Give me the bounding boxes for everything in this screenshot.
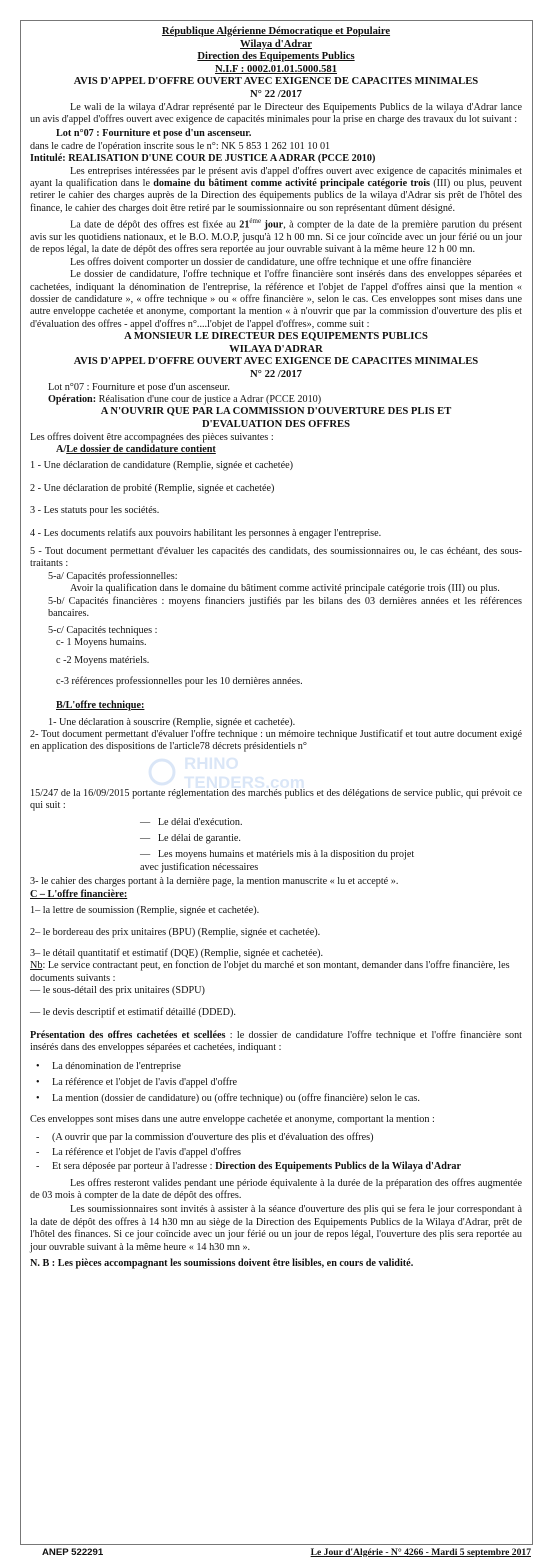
section-c-title: C – L'offre financière:	[30, 888, 128, 900]
eligibility-paragraph: Les entreprises intéressées par le présent avis d'appel d'offres ouvert avec exigence de capacités minimales et ayant la qualification dans le domaine du bâtiment comme activité principale catégorie trois (III) ou plus, peuvent retirer le cahier des charges auprès de la Direction des équipements publics de la wilaya d'Adrar sis prêt de l'hôtel des finance, le cahier des charges doit être retiré par le soumissionnaire ou son représentant dûment désigné.	[30, 165, 522, 214]
wilaya-heading: Wilaya d'Adrar	[240, 38, 312, 50]
piece-b1: 1- Une déclaration à souscrire (Remplie, signée et cachetée).	[48, 716, 296, 728]
presentation-paragraph: Présentation des offres cachetées et scellées : le dossier de candidature l'offre technique et l'offre financière sont insérés dans des enveloppes séparées et cachetées, indiquant :	[30, 1029, 522, 1054]
piece-a2: 2 - Une déclaration de probité (Remplie, signée et cachetée)	[30, 482, 275, 494]
tender-notice	[30, 26, 522, 1270]
outer-mention-2: - La référence et l'objet de l'avis d'appel d'offres	[30, 1147, 522, 1159]
direction-heading: Direction des Equipements Publics	[197, 51, 355, 63]
envelopes-paragraph: Le dossier de candidature, l'offre technique et l'offre financière sont insérés dans des enveloppes séparées et cachetées, indiquant la dénomination de l'entreprise, la référence et l'objet de l'appel d'offres ainsi que la mention « dossier de candidature », « offre technique » ou « offre financière », selon le cas. Ces enveloppes sont mises dans une autre enveloppe cachetée et anonyme, comportant la mention « à n'ouvrir que par la commission d'ouverture des plis et d'évaluation des offres - appel d'offres n°....l'objet de l'appel d'offres», comme suit :	[30, 269, 522, 330]
validity-paragraph: Les offres resteront valides pendant une période équivalente à la durée de la préparation des offres augmentée de 03 mois à compter de la date de dépôt des offres.	[30, 1177, 522, 1201]
nouvrir-line-2: D'EVALUATION DES OFFRES	[202, 419, 350, 431]
envelope-lot: Lot n°07 : Fourniture et pose d'un ascenseur.	[48, 381, 230, 393]
newspaper-reference: Le Jour d'Algérie - N° 4266 - Mardi 5 septembre 2017	[310, 1547, 531, 1558]
republic-heading: République Algérienne Démocratique et Populaire	[161, 26, 391, 37]
piece-b2-continued: 15/247 de la 16/09/2015 portante réglementation des marchés publics et des délégations de service public, qui prévoit ce qui suit :	[30, 787, 522, 812]
watermark-line2: TENDERS.com	[184, 773, 305, 792]
operation-line: dans le cadre de l'opération inscrite sous le n°: NK 5 853 1 262 101 10 01	[30, 140, 331, 152]
nouvrir-line-1: A N'OUVRIR QUE PAR LA COMMISSION D'OUVERTURE DES PLIS ET	[100, 406, 452, 418]
deadline-paragraph: La date de dépôt des offres est fixée au $21^{éme}$ jour, à compter de la date de la première parution du présent avis sur les quotidiens nationaux, et le B.O. M.O.P, jusqu'à 12 h 00 mn. Si ce jour coïncide avec un jour férié ou un jour de repos légal, la date de dépôt des offres sera reportée au jour ouvrable suivant à la même heure 12 h 00 mn.	[30, 217, 522, 256]
piece-c1: 1– la lettre de soumission (Remplie, signée et cachetée).	[30, 905, 260, 917]
piece-a5c1: c- 1 Moyens humains.	[56, 636, 147, 648]
envelope-operation: Opération: Réalisation d'une cour de justice a Adrar (PCCE 2010)	[48, 394, 322, 406]
offers-content-paragraph: Les offres doivent comporter un dossier de candidature, une offre technique et une offre financière	[70, 256, 472, 268]
piece-a5a-text: Avoir la qualification dans le domaine du bâtiment comme activité principale catégorie trois (III) ou plus.	[70, 583, 500, 595]
presentation-item-3: • La mention (dossier de candidature) ou (offre technique) ou (offre financière) selon le cas.	[30, 1093, 522, 1105]
piece-c2: 2– le bordereau des prix unitaires (BPU) (Remplie, signée et cachetée).	[30, 927, 321, 939]
envelope-line-4: N° 22 /2017	[250, 369, 302, 381]
outer-envelope-paragraph: Ces enveloppes sont mises dans une autre enveloppe cachetée et anonyme, comportant la mention :	[30, 1113, 435, 1125]
means-justification: avec justification nécessaires	[140, 861, 259, 873]
intitule-line: Intitulé: REALISATION D'UNE COUR DE JUSTICE A ADRAR (PCCE 2010)	[30, 153, 376, 165]
avis-number: N° 22 /2017	[250, 88, 302, 100]
outer-mention-3: - Et sera déposée par porteur à l'adresse : Direction des Equipements Publics de la Wilaya d'Adrar	[30, 1161, 522, 1173]
watermark-line1: RHINO	[184, 754, 239, 773]
pieces-intro: Les offres doivent être accompagnées des pièces suivantes :	[30, 431, 274, 443]
presentation-item-1: • La dénomination de l'entreprise	[30, 1061, 522, 1073]
envelope-line-1: A MONSIEUR LE DIRECTEUR DES EQUIPEMENTS PUBLICS	[124, 331, 428, 343]
delay-execution: — Le délai d'exécution.	[140, 816, 243, 828]
avis-title: AVIS D'APPEL D'OFFRE OUVERT AVEC EXIGENCE DE CAPACITES MINIMALES	[73, 76, 479, 88]
nb-item-1: — le sous-détail des prix unitaires (SDPU)	[30, 985, 205, 997]
nb-validity-note: N. B : Les pièces accompagnant les soumissions doivent être lisibles, en cours de validité.	[30, 1257, 414, 1269]
piece-a5c2: c -2 Moyens matériels.	[56, 655, 150, 667]
piece-c3: 3– le détail quantitatif et estimatif (DQE) (Remplie, signée et cachetée).	[30, 947, 324, 959]
piece-a5c-title: 5-c/ Capacités techniques :	[48, 624, 158, 636]
envelope-line-2: WILAYA D'ADRAR	[229, 343, 323, 355]
section-b-title: B/L'offre technique:	[56, 700, 145, 712]
piece-a4: 4 - Les documents relatifs aux pouvoirs habilitant les personnes à engager l'entreprise.	[30, 527, 382, 539]
piece-a1: 1 - Une déclaration de candidature (Remplie, signée et cachetée)	[30, 460, 294, 472]
piece-a5c3: c-3 références professionnelles pour les 10 dernières années.	[56, 675, 303, 687]
lot-line: Lot n°07 : Fourniture et pose d'un ascenseur.	[56, 128, 252, 140]
envelope-line-3: AVIS D'APPEL D'OFFRE OUVERT AVEC EXIGENCE DE CAPACITES MINIMALES	[73, 356, 479, 368]
nb-note: Nb: Le service contractant peut, en fonction de l'objet du marché et son montant, demander dans l'offre financière, les documents suivants :	[30, 960, 510, 984]
means-available: — Les moyens humains et matériels mis à la disposition du projet	[140, 849, 415, 861]
piece-a5b: 5-b/ Capacités financières : moyens financiers justifiés par les bilans des 03 dernières années et les références bancaires.	[48, 595, 522, 620]
piece-a5: 5 - Tout document permettant d'évaluer les capacités des candidats, des soumissionnaires ou, le cas échéant, des sous-traitants :	[30, 546, 522, 570]
nif-heading: N.I.F : 0002.01.01.5000.581	[214, 63, 338, 75]
section-a-title: A/Le dossier de candidature contient	[56, 444, 216, 456]
piece-a5a-title: 5-a/ Capacités professionnelles:	[48, 570, 178, 582]
anep-reference: ANEP 522291	[42, 1547, 104, 1558]
piece-b2: 2- Tout document permettant d'évaluer l'offre technique : un mémoire technique Justificatif et tout autre document exigé en application des dispositions de l'article78 décrets présidentiels n°	[30, 728, 522, 753]
delay-guarantee: — Le délai de garantie.	[140, 832, 241, 844]
outer-mention-1: - (A ouvrir que par la commission d'ouverture des plis et d'évaluation des offres)	[30, 1132, 522, 1144]
opening-session-paragraph: Les soumissionnaires sont invités à assister à la séance d'ouverture des plis qui se fera le jour correspondant à la date de dépôt des offres à 14 h30 mn au siège de la Direction des Equipements Publics de la Wilaya d'Adrar, prêt de l'hôtel des finances. Si ce jour coïncide avec un jour férié ou un jour de repos légal, l'ouverture des plis sera reportée au jour ouvrable suivant à la même heure « 14 h30 mn ».	[30, 1204, 522, 1253]
presentation-item-2: • La référence et l'objet de l'avis d'appel d'offre	[30, 1077, 522, 1089]
piece-b3: 3- le cahier des charges portant à la dernière page, la mention manuscrite « lu et accepté ».	[30, 876, 399, 888]
piece-a3: 3 - Les statuts pour les sociétés.	[30, 505, 160, 517]
intro-paragraph: Le wali de la wilaya d'Adrar représenté par le Directeur des Equipements Publics de la wilaya d'Adrar lance un avis d'appel d'offres ouvert avec exigence de capacités minimales pour la prise en charge des travaux du lot suivant :	[30, 101, 522, 125]
nb-item-2: — le devis descriptif et estimatif détaillé (DDED).	[30, 1007, 236, 1019]
